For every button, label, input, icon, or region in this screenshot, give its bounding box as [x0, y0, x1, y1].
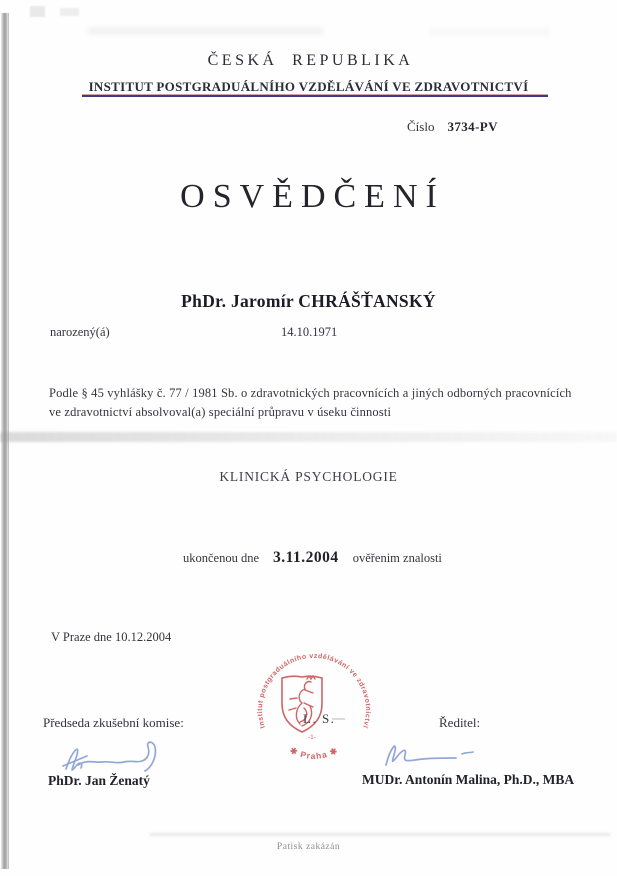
body-line-1: Podle § 45 vyhlášky č. 77 / 1981 Sb. o zdravotnických pracovnících a jiných odborných pracovnících	[49, 386, 572, 400]
certificate-title: OSVĚDČENÍ	[180, 178, 445, 215]
holder-name: PhDr. Jaromír CHRÁŠŤANSKÝ	[181, 291, 436, 311]
completion-label: ukončenou dne	[183, 551, 260, 565]
fold-crease-bottom	[150, 833, 610, 836]
director-label: Ředitel:	[439, 715, 481, 730]
chairman-name: PhDr. Jan Ženatý	[48, 773, 150, 788]
country-title: ČESKÁ REPUBLIKA	[207, 52, 414, 69]
seal-number: -1-	[308, 734, 316, 741]
fold-crease	[0, 432, 617, 442]
certificate-number-label: Číslo	[407, 119, 435, 134]
seal-ls-mark: L. S.	[303, 711, 336, 726]
scan-artifact	[30, 6, 45, 17]
completion-suffix: ověřenim znalosti	[352, 551, 442, 565]
seal-ring-text: Institut postgraduálního vzdělávání ve zdravotnictví	[256, 652, 372, 730]
scan-artifact	[60, 8, 79, 16]
born-label: narozený(á)	[50, 325, 110, 339]
chairman-label: Předseda zkušební komise:	[43, 715, 184, 730]
footer-note: Patisk zakázán	[276, 842, 341, 852]
director-name: MUDr. Antonín Malina, Ph.D., MBA	[362, 772, 575, 787]
seal-city-text: ✱ Praha ✱	[288, 744, 340, 761]
official-seal	[250, 646, 378, 774]
scan-smudge	[88, 27, 323, 35]
certificate-number-value: 3734-PV	[447, 119, 498, 134]
born-date: 14.10.1971	[281, 325, 338, 339]
completion-line	[183, 549, 442, 567]
completion-date: 3.11.2004	[273, 549, 339, 566]
body-paragraph	[49, 384, 609, 422]
specialization: KLINICKÁ PSYCHOLOGIE	[219, 469, 398, 484]
scan-smudge	[430, 29, 550, 35]
institute-title: INSTITUT POSTGRADUÁLNÍHO VZDĚLÁVÁNÍ VE ZDRAVOTNICTVÍ	[88, 79, 529, 94]
director-signature	[378, 735, 480, 773]
certificate-number	[407, 119, 498, 135]
institute-underline	[82, 95, 548, 97]
seal-red-group	[257, 653, 371, 761]
body-line-2: ve zdravotnictví absolvoval(a) speciální průpravu v úseku činnosti	[49, 405, 392, 419]
place-date: V Praze dne 10.12.2004	[51, 630, 172, 644]
